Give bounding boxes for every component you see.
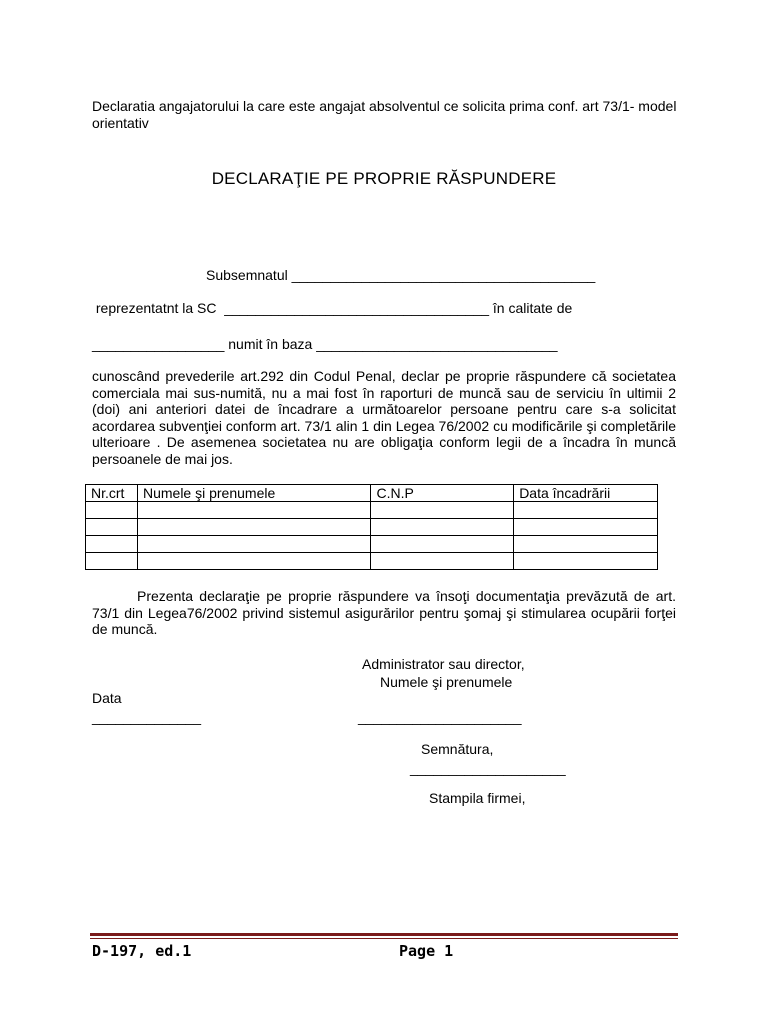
table-cell (86, 553, 138, 570)
persons-table (85, 484, 658, 570)
reprezentant-line: reprezentatnt la SC __________________________________ în calitate de (92, 300, 573, 316)
stampila-label: Stampila firmei, (429, 790, 526, 806)
closing-paragraph: Prezenta declaraţie pe proprie răspundere va însoţi documentaţia prevăzută de art. 73/1 din Legea76/2002 privind sistemul asigurărilor pentru şomaj şi stimularea ocupării forţei de muncă. (92, 588, 676, 638)
table-header-row (86, 485, 658, 502)
subsemnatul-line: Subsemnatul _______________________________________ (206, 267, 596, 283)
table-cell (371, 502, 514, 519)
table-cell (86, 519, 138, 536)
table-cell (137, 553, 371, 570)
table-row (86, 519, 658, 536)
header-nr-crt: Nr.crt (86, 485, 138, 502)
table-cell (137, 502, 371, 519)
table-row (86, 502, 658, 519)
table-cell (514, 536, 658, 553)
table-cell (86, 502, 138, 519)
header-cnp: C.N.P (371, 485, 514, 502)
table-cell (514, 519, 658, 536)
data-blank: ______________ (92, 709, 202, 725)
admin-name-label: Numele şi prenumele (380, 674, 513, 690)
table-row (86, 536, 658, 553)
table-cell (137, 536, 371, 553)
table-cell (514, 553, 658, 570)
admin-title: Administrator sau director, (362, 656, 525, 672)
semnatura-label: Semnătura, (421, 741, 494, 757)
declaration-paragraph: cunoscând prevederile art.292 din Codul Penal, declar pe proprie răspundere că societatea comerciala mai sus-numită, nu a mai fost în raporturi de muncă sau de serviciu în ultimii 2 (doi) ani anteriori datei de încadrare a următoarelor persoane pentru care s-a solicitat acordarea subvenţiei conform art. 73/1 alin 1 din Legea 76/2002 cu modificările şi completările ulterioare . De asemenea societatea nu are obligaţia conform legii de a încadra în muncă persoanele de mai jos. (92, 368, 676, 467)
data-label: Data (92, 690, 122, 706)
footer-rule-thin (90, 938, 678, 939)
header-data-incadrarii: Data încadrării (514, 485, 658, 502)
document-title: DECLARAŢIE PE PROPRIE RĂSPUNDERE (211, 169, 557, 188)
table-cell (371, 519, 514, 536)
table-row (86, 553, 658, 570)
table-cell (371, 536, 514, 553)
semnatura-blank: ____________________ (410, 760, 566, 776)
numit-line: _________________ numit în baza _______________________________ (92, 336, 558, 352)
footer-rule-thick (90, 933, 678, 936)
table-cell (514, 502, 658, 519)
header-nume: Numele şi prenumele (137, 485, 371, 502)
table-cell (86, 536, 138, 553)
name-blank: _____________________ (358, 709, 522, 725)
header-note: Declaratia angajatorului la care este angajat absolventul ce solicita prima conf. art 73/1- model orientativ (92, 98, 677, 131)
footer-doc-code: D-197, ed.1 (92, 942, 192, 960)
table-cell (137, 519, 371, 536)
footer-page-number: Page 1 (399, 942, 454, 960)
table-cell (371, 553, 514, 570)
